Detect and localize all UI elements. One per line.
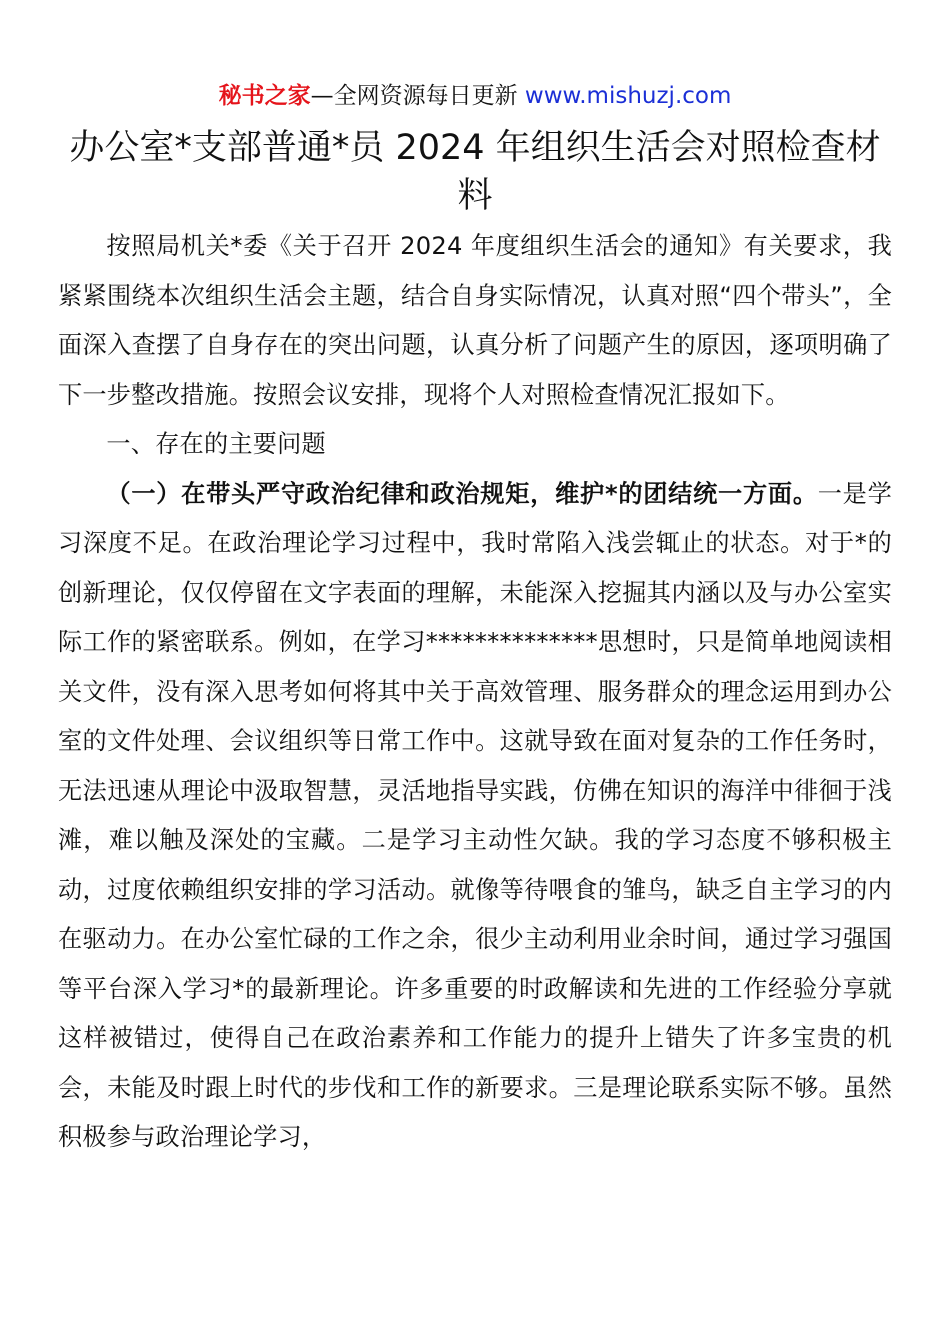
document-body [58, 222, 892, 1163]
item-text: 一是学习深度不足。在政治理论学习过程中，我时常陷入浅尝辄止的状态。对于*的创新理论，仅仅停留在文字表面的理解，未能深入挖掘其内涵以及与办公室实际工作的紧密联系。例如，在学习**************思想时，只是简单地阅读相关文件，没有深入思考如何将其中关于高效管理、服务群众的理念运用到办公室的文件处理、会议组织等日常工作中。这就导致在面对复杂的工作任务时，无法迅速从理论中汲取智慧，灵活地指导实践，仿佛在知识的海洋中徘徊于浅滩，难以触及深处的宝藏。二是学习主动性欠缺。我的学习态度不够积极主动，过度依赖组织安排的学习活动。就像等待喂食的雏鸟，缺乏自主学习的内在驱动力。在办公室忙碌的工作之余，很少主动利用业余时间，通过学习强国等平台深入学习*的最新理论。许多重要的时政解读和先进的工作经验分享就这样被错过，使得自己在政治素养和工作能力的提升上错失了许多宝贵的机会，未能及时跟上时代的步伐和工作的新要求。三是理论联系实际不够。虽然积极参与政治理论学习， [58, 479, 892, 1151]
section-heading: 一、存在的主要问题 [106, 430, 326, 458]
intro-paragraph: 按照局机关*委《关于召开 2024 年度组织生活会的通知》有关要求，我紧紧围绕本次组织生活会主题，结合自身实际情况，认真对照“四个带头”，全面深入查摆了自身存在的突出问题，认真分析了问题产生的原因，逐项明确了下一步整改措施。按照会议安排，现将个人对照检查情况汇报如下。 [58, 232, 892, 409]
item-paragraph [58, 470, 892, 1163]
site-url[interactable]: www.mishuzj.com [524, 83, 732, 109]
item-heading: （一）在带头严守政治纪律和政治规矩，维护*的团结统一方面。 [106, 479, 818, 508]
banner-slogan: —全网资源每日更新 [310, 83, 525, 109]
site-banner [0, 80, 950, 112]
brand-name: 秘书之家 [218, 83, 311, 109]
document-title: 办公室*支部普通*员 2024 年组织生活会对照检查材料 [69, 128, 881, 216]
